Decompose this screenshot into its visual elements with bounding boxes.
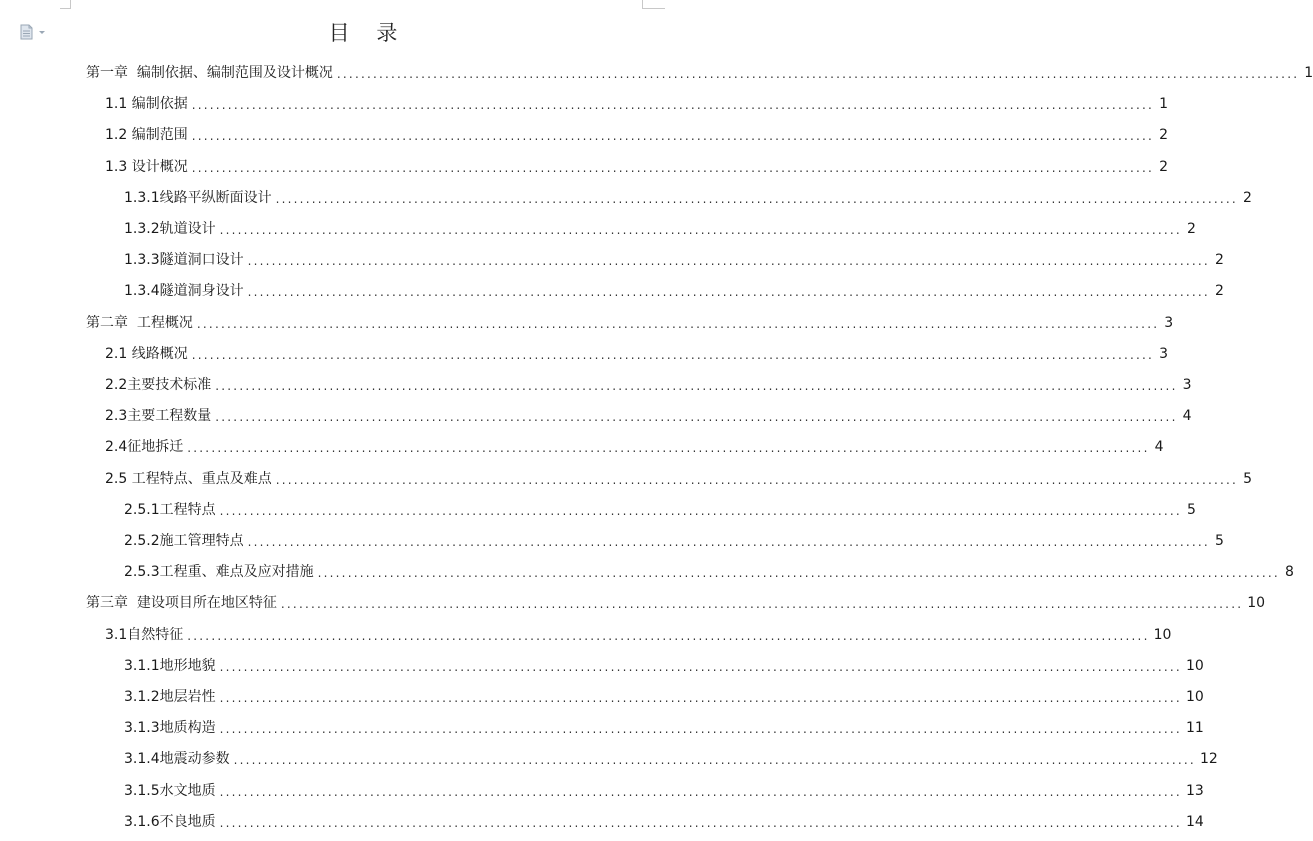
- toc-leader-dots: ................................................................................................................................................................: [187, 441, 1150, 456]
- toc-entry-label: 2.2主要技术标准: [105, 377, 212, 393]
- toc-entry[interactable]: [124, 499, 1196, 519]
- toc-leader-dots: ................................................................................................................................................................: [275, 191, 1238, 206]
- toc-leader-dots: ................................................................................................................................................................: [219, 815, 1182, 830]
- toc-entry-label: 1.2 编制范围: [105, 127, 188, 144]
- toc-leader-dots: ................................................................................................................................................................: [275, 472, 1239, 487]
- toc-entry-page-number: 3: [1182, 377, 1192, 393]
- toc-entry-page-number: 2: [1243, 189, 1252, 206]
- toc-entry-page-number: 4: [1182, 408, 1192, 425]
- toc-entry[interactable]: [105, 624, 1172, 644]
- toc-entry[interactable]: [86, 62, 1313, 82]
- toc-entry-page-number: 13: [1185, 782, 1204, 799]
- toc-leader-dots: ................................................................................................................................................................: [215, 379, 1178, 393]
- toc-entry-page-number: 2: [1215, 252, 1224, 269]
- toc-entry-label: 1.3.2轨道设计: [124, 221, 216, 237]
- toc-entry-label: 2.5.1工程特点: [124, 501, 216, 518]
- toc-entry-page-number: 4: [1154, 439, 1164, 456]
- toc-entry-page-number: 12: [1199, 751, 1218, 768]
- toc-entry[interactable]: [105, 436, 1164, 456]
- toc-entry-label: 1.1 编制依据: [105, 96, 188, 113]
- toc-entry-page-number: 8: [1285, 564, 1294, 581]
- toc-entry-label: 1.3.4隧道洞身设计: [124, 283, 244, 300]
- toc-entry[interactable]: [86, 312, 1174, 332]
- toc-leader-dots: ................................................................................................................................................................: [247, 254, 1210, 269]
- toc-entry[interactable]: [124, 249, 1224, 269]
- toc-entry-label: 3.1.3地质构造: [124, 720, 216, 737]
- toc-entry[interactable]: [124, 218, 1196, 238]
- toc-entry-page-number: 10: [1185, 689, 1204, 705]
- toc-leader-dots: ................................................................................................................................................................: [247, 285, 1210, 300]
- toc-entry-page-number: 3: [1159, 345, 1169, 362]
- toc-entry-label: 1.3 设计概况: [105, 158, 188, 175]
- toc-leader-dots: ................................................................................................................................................................: [196, 316, 1160, 331]
- toc-leader-dots: ................................................................................................................................................................: [191, 129, 1155, 144]
- toc-entry-label: 1.3.1线路平纵断面设计: [124, 189, 272, 206]
- toc-leader-dots: ................................................................................................................................................................: [219, 659, 1182, 674]
- toc-leader-dots: ................................................................................................................................................................: [219, 223, 1182, 237]
- toc-entry-label: 3.1.6不良地质: [124, 813, 216, 830]
- toc-leader-dots: ................................................................................................................................................................: [280, 597, 1244, 612]
- toc-entry-page-number: 5: [1215, 533, 1224, 549]
- toc-entry-page-number: 14: [1185, 813, 1204, 830]
- toc-leader-dots: ................................................................................................................................................................: [215, 410, 1178, 425]
- toc-leader-dots: ................................................................................................................................................................: [219, 503, 1182, 518]
- toc-leader-dots: ................................................................................................................................................................: [317, 566, 1280, 581]
- toc-leader-dots: ................................................................................................................................................................: [219, 784, 1182, 799]
- toc-entry-label: 第三章 建设项目所在地区特征: [86, 595, 277, 612]
- toc-entry-label: 1.3.3隧道洞口设计: [124, 252, 244, 269]
- toc-leader-dots: ................................................................................................................................................................: [247, 535, 1210, 549]
- toc-entry[interactable]: [124, 748, 1218, 768]
- toc-entry-page-number: 2: [1215, 283, 1224, 300]
- toc-entry[interactable]: [124, 187, 1252, 207]
- page-title: 目 录: [328, 21, 408, 45]
- toc-entry[interactable]: [105, 374, 1192, 394]
- toc-leader-dots: ................................................................................................................................................................: [191, 347, 1155, 362]
- toc-entry-label: 2.1 线路概况: [105, 345, 188, 362]
- toc-entry-page-number: 10: [1153, 626, 1172, 643]
- toc-leader-dots: ................................................................................................................................................................: [187, 628, 1150, 643]
- toc-entry[interactable]: [124, 811, 1204, 831]
- toc-entry-label: 3.1.1地形地貌: [124, 657, 216, 674]
- toc-entry-label: 2.3主要工程数量: [105, 408, 212, 425]
- toc-entry[interactable]: [105, 405, 1192, 425]
- toc-entry-label: 2.5 工程特点、重点及难点: [105, 470, 272, 487]
- toc-leader-dots: ................................................................................................................................................................: [233, 753, 1196, 768]
- toc-entry[interactable]: [105, 468, 1253, 488]
- toc-entry-label: 2.5.2施工管理特点: [124, 533, 244, 549]
- toc-entry-page-number: 5: [1243, 470, 1253, 487]
- toc-leader-dots: ................................................................................................................................................................: [219, 691, 1182, 705]
- toc-entry-label: 第一章 编制依据、编制范围及设计概况: [86, 65, 333, 81]
- toc-entry-page-number: 2: [1187, 221, 1196, 237]
- toc-entry-label: 2.4征地拆迁: [105, 439, 184, 456]
- toc-entry-label: 2.5.3工程重、难点及应对措施: [124, 564, 314, 581]
- toc-entry[interactable]: [105, 343, 1169, 363]
- toc-entry[interactable]: [124, 780, 1204, 800]
- toc-entry-page-number: 2: [1159, 127, 1169, 144]
- toc-leader-dots: ................................................................................................................................................................: [191, 160, 1155, 175]
- toc-entry[interactable]: [86, 592, 1266, 612]
- toc-entry-page-number: 2: [1159, 158, 1169, 175]
- toc-entry-label: 第二章 工程概况: [86, 314, 193, 331]
- toc-entry[interactable]: [124, 717, 1204, 737]
- toc-entry[interactable]: [124, 686, 1204, 706]
- toc-entry[interactable]: [105, 93, 1169, 113]
- toc-leader-dots: ................................................................................................................................................................: [191, 98, 1155, 113]
- toc-entry-page-number: 10: [1247, 595, 1266, 612]
- toc-entry[interactable]: [124, 561, 1294, 581]
- toc-entry[interactable]: [105, 156, 1169, 176]
- toc-entry-page-number: 5: [1187, 501, 1196, 518]
- toc-entry-page-number: 11: [1185, 720, 1204, 737]
- toc-entry[interactable]: [105, 124, 1169, 144]
- toc-entry-page-number: 1: [1304, 65, 1313, 81]
- toc-entry[interactable]: [124, 530, 1224, 550]
- toc-entry-label: 3.1自然特征: [105, 626, 184, 643]
- toc-entry-page-number: 3: [1164, 314, 1174, 331]
- toc-entry[interactable]: [124, 280, 1224, 300]
- toc-leader-dots: ................................................................................................................................................................: [336, 67, 1300, 81]
- toc-entry-page-number: 10: [1185, 657, 1204, 674]
- toc-entry-label: 3.1.2地层岩性: [124, 689, 216, 705]
- toc-entry-label: 3.1.5水文地质: [124, 782, 216, 799]
- toc-entry-label: 3.1.4地震动参数: [124, 751, 230, 768]
- toc-entry-page-number: 1: [1159, 96, 1169, 113]
- toc-entry[interactable]: [124, 655, 1204, 675]
- toc-leader-dots: ................................................................................................................................................................: [219, 722, 1182, 737]
